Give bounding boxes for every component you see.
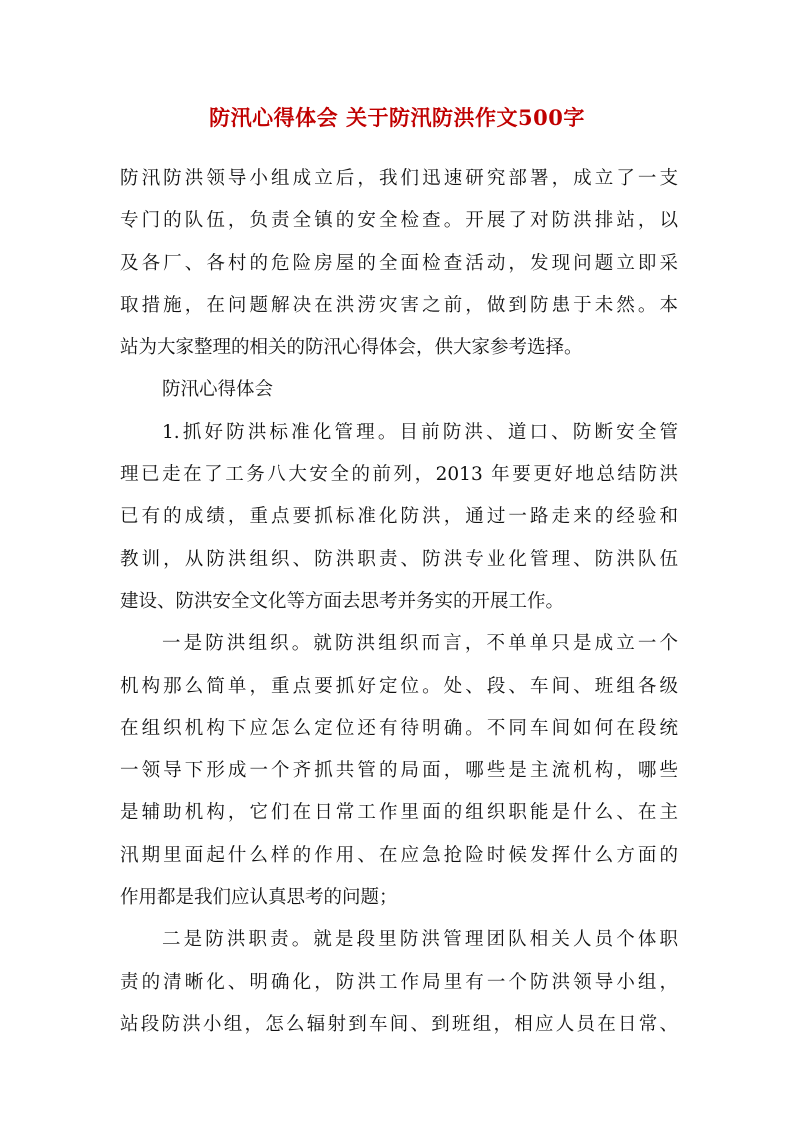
document-title: 防汛心得体会 关于防汛防洪作文500字 <box>209 105 585 130</box>
text-line: 是辅助机构，它们在日常工作里面的组织职能是什么、在主 <box>120 802 678 824</box>
text-line: 一领导下形成一个齐抓共管的局面，哪些是主流机构，哪些 <box>120 760 678 782</box>
text-line: 站段防洪小组，怎么辐射到车间、到班组，相应人员在日常、 <box>120 1013 678 1035</box>
text-line: 一是防洪组织。就防洪组织而言，不单单只是成立一个 <box>162 633 678 655</box>
text-line: 专门的队伍，负责全镇的安全检查。开展了对防洪排站，以 <box>120 210 678 232</box>
document-body <box>120 158 678 1046</box>
text-line: 二是防洪职责。就是段里防洪管理团队相关人员个体职 <box>162 929 678 951</box>
text-line: 教训，从防洪组织、防洪职责、防洪专业化管理、防洪队伍 <box>120 548 678 570</box>
text-line: 作用都是我们应认真思考的问题； <box>120 887 398 909</box>
text-line: 建设、防洪安全文化等方面去思考并务实的开展工作。 <box>120 590 565 612</box>
text-line: 及各厂、各村的危险房屋的全面检查活动，发现问题立即采 <box>120 252 678 274</box>
text-line: 取措施，在问题解决在洪涝灾害之前，做到防患于未然。本 <box>120 294 678 316</box>
text-line: 站为大家整理的相关的防汛心得体会，供大家参考选择。 <box>120 337 583 359</box>
text-line: 理已走在了工务八大安全的前列，2013 年要更好地总结防洪 <box>120 464 678 486</box>
text-line: 机构那么简单，重点要抓好定位。处、段、车间、班组各级 <box>120 675 678 697</box>
text-line: 防汛心得体会 <box>162 379 274 401</box>
text-line: 在组织机构下应怎么定位还有待明确。不同车间如何在段统 <box>120 717 678 739</box>
text-line: 防汛防洪领导小组成立后，我们迅速研究部署，成立了一支 <box>120 168 678 189</box>
text-line: 汛期里面起什么样的作用、在应急抢险时候发挥什么方面的 <box>120 844 678 866</box>
text-line: 1.抓好防洪标准化管理。目前防洪、道口、防断安全管 <box>162 421 678 443</box>
text-line: 已有的成绩，重点要抓标准化防洪，通过一路走来的经验和 <box>120 506 678 528</box>
text-line: 责的清晰化、明确化，防洪工作局里有一个防洪领导小组， <box>120 971 678 993</box>
